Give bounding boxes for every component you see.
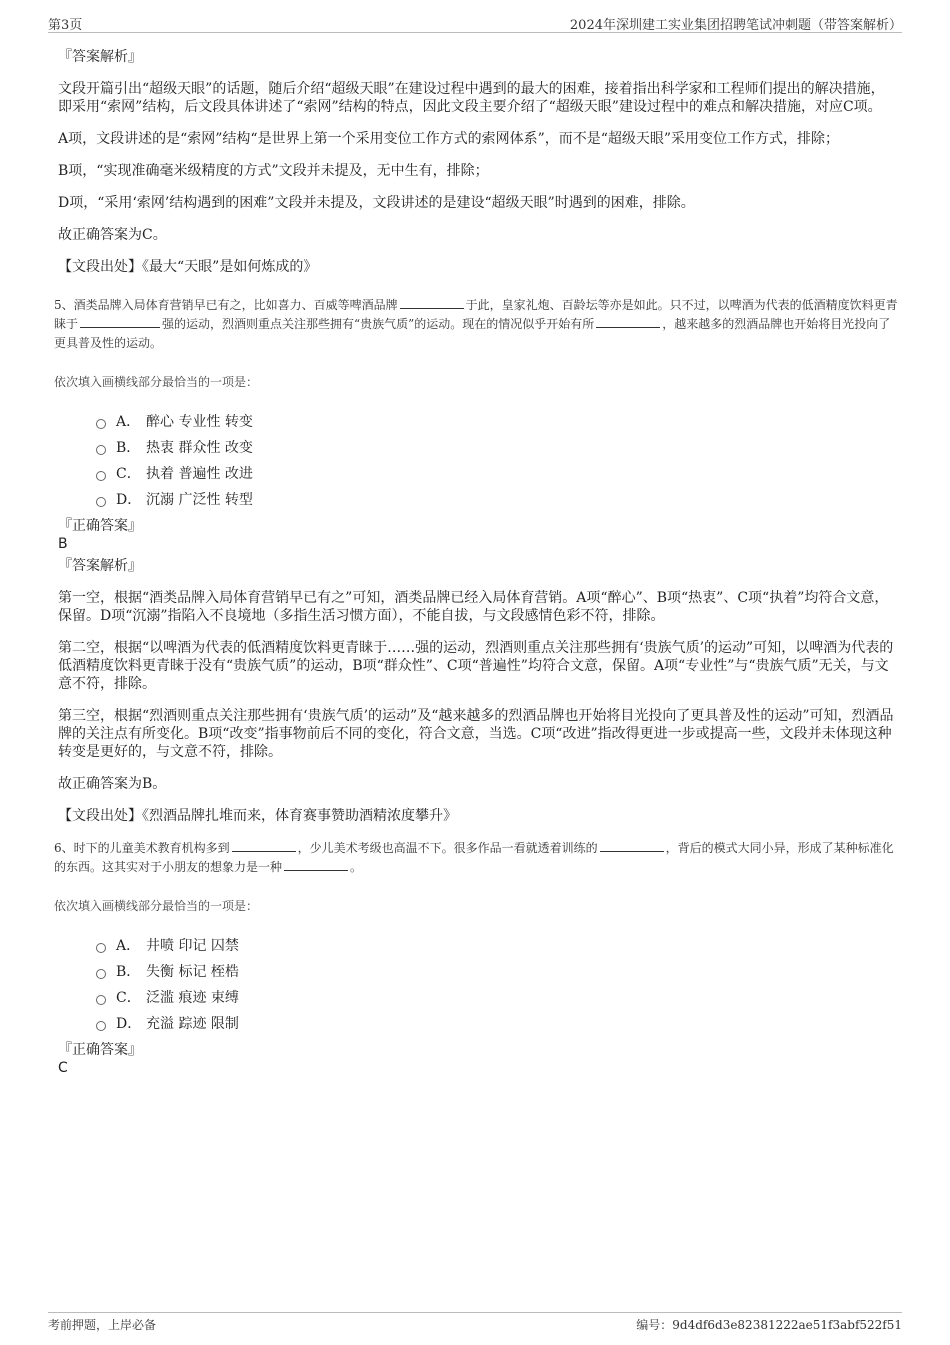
stem-text: ，少儿美术考级也高温不下。很多作品一看就透着训练的 xyxy=(297,841,598,855)
radio-icon[interactable] xyxy=(96,969,106,979)
fill-blank xyxy=(284,870,348,871)
page-number: 第3页 xyxy=(48,18,83,33)
analysis-paragraph: B项，“实现准确毫米级精度的方式”文段并未提及，无中生有，排除； xyxy=(58,163,489,179)
option-letter: B． xyxy=(116,964,141,980)
document-title: 2024年深圳建工实业集团招聘笔试冲刺题（带答案解析） xyxy=(569,18,902,33)
question-instruction: 依次填入画横线部分最恰当的一项是： xyxy=(54,375,259,389)
footer-slogan: 考前押题，上岸必备 xyxy=(48,1318,157,1332)
analysis-label: 『答案解析』 xyxy=(58,49,142,65)
page-header xyxy=(0,0,950,34)
option-d[interactable] xyxy=(96,1011,898,1037)
stem-text: ，越来越多的烈酒品牌也开始将目光投向了更具普及性的运动。 xyxy=(54,317,891,350)
header-divider xyxy=(48,32,902,33)
option-letter: D． xyxy=(116,492,142,508)
option-text: 热衷 群众性 改变 xyxy=(146,440,253,456)
fill-blank xyxy=(596,327,660,328)
radio-icon[interactable] xyxy=(96,445,106,455)
analysis-paragraph: 第三空，根据“烈酒则重点关注那些拥有‘贵族气质’的运动”及“越来越多的烈酒品牌也开始将目光投向了更具普及性的运动”可知，烈酒品牌的关注点有所变化。B项“改变”指事物前后不同的变化，符合文意，当选。C项“改进”指改得更进一步或提高一些，文段并未体现这种转变是更好的，与文意不符，排除。 xyxy=(58,708,894,760)
document-body xyxy=(54,44,898,1081)
option-list xyxy=(96,933,898,1037)
analysis-label: 『答案解析』 xyxy=(58,558,142,574)
radio-icon[interactable] xyxy=(96,419,106,429)
option-text: 泛滥 痕迹 束缚 xyxy=(146,990,239,1006)
answer-value: B xyxy=(58,536,68,552)
analysis-paragraph: 第二空，根据“以啤酒为代表的低酒精度饮料更青睐于……强的运动，烈酒则重点关注那些拥有‘贵族气质’的运动”可知，以啤酒为代表的低酒精度饮料更青睐于没有“贵族气质”的运动，B项“群众性”、C项“普遍性”均符合文意，保留。A项“专业性”与“贵族气质”无关，与文意不符，排除。 xyxy=(58,640,894,692)
question-stem xyxy=(54,839,898,877)
fill-blank xyxy=(232,851,296,852)
option-text: 充溢 踪迹 限制 xyxy=(146,1016,239,1032)
stem-text: ，背后的模式大同小异，形成了某种标准化的东西。这其实对于小朋友的想象力是一种 xyxy=(54,841,894,874)
analysis-paragraph: 文段开篇引出“超级天眼”的话题，随后介绍“超级天眼”在建设过程中遇到的最大的困难，接着指出科学家和工程师们提出的解决措施，即采用“索网”结构，后文段具体讲述了“索网”结构的特点，因此文段主要介绍了“超级天眼”建设过程中的难点和解决措施，对应C项。 xyxy=(58,81,885,115)
fill-blank xyxy=(600,851,664,852)
option-letter: B． xyxy=(116,440,141,456)
fill-blank xyxy=(400,308,464,309)
option-letter: A． xyxy=(116,938,141,954)
option-text: 醉心 专业性 转变 xyxy=(146,414,253,430)
analysis-conclusion: 故正确答案为B。 xyxy=(58,776,167,792)
question-stem xyxy=(54,296,898,353)
stem-text: 于此，皇家礼炮、百龄坛等亦是如此。只不过，以啤酒为代表的低酒精度饮料更青睐于 xyxy=(54,298,898,331)
source-citation: 【文段出处】《烈酒品牌扎堆而来，体育赛事赞助酒精浓度攀升》 xyxy=(58,808,457,824)
answer-label: 『正确答案』 xyxy=(58,1042,142,1058)
stem-text: 6、时下的儿童美术教育机构多到 xyxy=(54,841,230,855)
radio-icon[interactable] xyxy=(96,995,106,1005)
option-c[interactable] xyxy=(96,985,898,1011)
option-letter: A． xyxy=(116,414,141,430)
analysis-conclusion: 故正确答案为C。 xyxy=(58,227,167,243)
option-a[interactable] xyxy=(96,409,898,435)
question-instruction: 依次填入画横线部分最恰当的一项是： xyxy=(54,899,259,913)
answer-label: 『正确答案』 xyxy=(58,518,142,534)
answer-value: C xyxy=(58,1060,68,1076)
option-list xyxy=(96,409,898,513)
footer-divider xyxy=(48,1312,902,1313)
fill-blank xyxy=(80,327,160,328)
option-a[interactable] xyxy=(96,933,898,959)
analysis-paragraph: D项，“采用‘索网’结构遇到的困难”文段并未提及，文段讲述的是建设“超级天眼”时遇到的困难，排除。 xyxy=(58,195,695,211)
option-letter: C． xyxy=(116,990,141,1006)
option-c[interactable] xyxy=(96,461,898,487)
source-citation: 【文段出处】《最大“天眼”是如何炼成的》 xyxy=(58,259,318,275)
radio-icon[interactable] xyxy=(96,497,106,507)
option-b[interactable] xyxy=(96,959,898,985)
option-b[interactable] xyxy=(96,435,898,461)
analysis-paragraph: A项，文段讲述的是“索网”结构“是世界上第一个采用变位工作方式的索网体系”，而不是“超级天眼”采用变位工作方式，排除； xyxy=(58,131,840,147)
option-text: 沉溺 广泛性 转型 xyxy=(146,492,253,508)
document-id: 编号：9d4df6d3e82381222ae51f3abf522f51 xyxy=(636,1318,902,1332)
stem-text: 。 xyxy=(350,860,363,874)
option-letter: C． xyxy=(116,466,141,482)
radio-icon[interactable] xyxy=(96,471,106,481)
option-letter: D． xyxy=(116,1016,142,1032)
radio-icon[interactable] xyxy=(96,1021,106,1031)
option-d[interactable] xyxy=(96,487,898,513)
option-text: 执着 普遍性 改进 xyxy=(146,466,253,482)
stem-text: 5、酒类品牌入局体育营销早已有之，比如喜力、百威等啤酒品牌 xyxy=(54,298,398,312)
analysis-paragraph: 第一空，根据“酒类品牌入局体育营销早已有之”可知，酒类品牌已经入局体育营销。A项“醉心”、B项“热衷”、C项“执着”均符合文意，保留。D项“沉溺”指陷入不良境地（多指生活习惯方面），不能自拔，与文段感情色彩不符，排除。 xyxy=(58,590,889,624)
option-text: 井喷 印记 囚禁 xyxy=(146,938,239,954)
option-text: 失衡 标记 桎梏 xyxy=(146,964,239,980)
stem-text: 强的运动，烈酒则重点关注那些拥有“贵族气质”的运动。现在的情况似乎开始有所 xyxy=(162,317,595,331)
radio-icon[interactable] xyxy=(96,943,106,953)
